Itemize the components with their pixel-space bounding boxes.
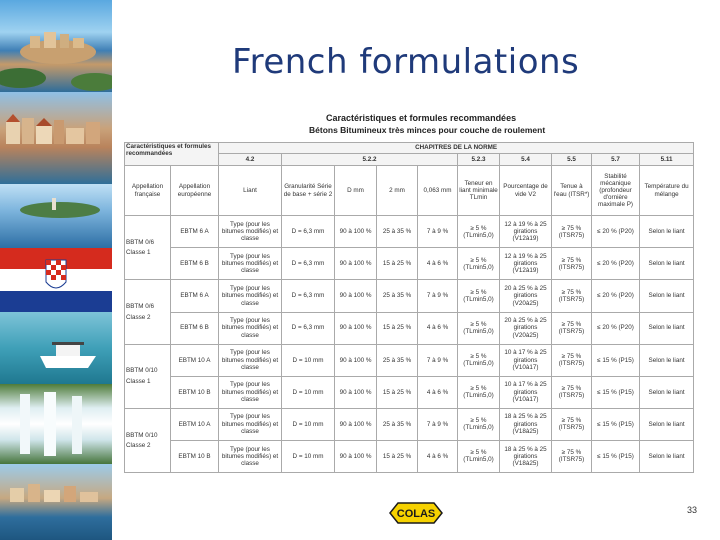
- table-cell: ≤ 15 % (P15): [592, 344, 640, 376]
- table-cell: EBTM 10 A: [171, 344, 219, 376]
- table-cell: Type (pour les bitumes modifiés) et classe: [219, 344, 282, 376]
- table-cell: 90 à 100 %: [335, 344, 377, 376]
- table-cell: Selon le liant: [640, 216, 694, 248]
- table-cell: ≥ 5 % (TLmin5,0): [458, 312, 500, 344]
- table-cell: 7 à 9 %: [418, 408, 458, 440]
- table-cell: ≥ 5 % (TLmin5,0): [458, 344, 500, 376]
- table-cell: 7 à 9 %: [418, 280, 458, 312]
- table-cell: ≥ 75 % (ITSR75): [552, 344, 592, 376]
- table-cell: 90 à 100 %: [335, 376, 377, 408]
- town-illustration: [0, 92, 112, 184]
- table-row: [125, 344, 694, 376]
- column-header: Appellation européenne: [171, 166, 219, 216]
- table-cell: Selon le liant: [640, 280, 694, 312]
- photo-sidebar: [0, 0, 112, 540]
- table-cell: EBTM 10 A: [171, 408, 219, 440]
- colas-logo-text: COLAS: [396, 508, 436, 520]
- boat-bay-photo: [0, 312, 112, 384]
- table-cell: ≥ 75 % (ITSR75): [552, 216, 592, 248]
- table-cell: ≥ 5 % (TLmin5,0): [458, 280, 500, 312]
- table-cell: ≤ 15 % (P15): [592, 440, 640, 472]
- table-cell: ≥ 5 % (TLmin5,0): [458, 440, 500, 472]
- table-cell: D = 10 mm: [282, 344, 335, 376]
- table-cell: ≤ 20 % (P20): [592, 248, 640, 280]
- group-label-line: Classe 2: [126, 441, 151, 449]
- table-cell: ≥ 5 % (TLmin5,0): [458, 376, 500, 408]
- table-cell: ≥ 75 % (ITSR75): [552, 440, 592, 472]
- chapter-number: 4.2: [219, 154, 282, 166]
- document-heading: Caractéristiques et formules recommandées: [326, 113, 517, 123]
- slide-title: French formulations: [232, 42, 580, 82]
- column-header: 2 mm: [377, 166, 418, 216]
- waterfall-photo: [0, 384, 112, 464]
- village-illustration: [0, 464, 112, 540]
- table-cell: D = 6,3 mm: [282, 248, 335, 280]
- page-number: 33: [687, 505, 698, 515]
- column-header: Tenue à l'eau (ITSR*): [552, 166, 592, 216]
- table-cell: 90 à 100 %: [335, 408, 377, 440]
- table-cell: D = 6,3 mm: [282, 280, 335, 312]
- sea-illustration: [0, 184, 112, 248]
- table-cell: Type (pour les bitumes modifiés) et classe: [219, 280, 282, 312]
- coat-of-arms-icon: [0, 248, 112, 312]
- formulation-group: [125, 408, 171, 472]
- table-cell: EBTM 6 A: [171, 216, 219, 248]
- table-cell: Selon le liant: [640, 312, 694, 344]
- table-cell: D = 6,3 mm: [282, 312, 335, 344]
- table-cell: 12 à 19 % à 25 girations (V12à19): [500, 248, 552, 280]
- table-cell: D = 10 mm: [282, 376, 335, 408]
- table-cell: 90 à 100 %: [335, 312, 377, 344]
- group-label-line: BBTM 0/10: [126, 367, 158, 375]
- table-cell: 7 à 9 %: [418, 216, 458, 248]
- group-label-line: BBTM 0/10: [126, 431, 158, 439]
- table-cell: Type (pour les bitumes modifiés) et classe: [219, 376, 282, 408]
- column-header: Température du mélange: [640, 166, 694, 216]
- table-cell: EBTM 6 B: [171, 248, 219, 280]
- table-cell: ≥ 75 % (ITSR75): [552, 376, 592, 408]
- table-cell: 10 à 17 % à 25 girations (V10à17): [500, 344, 552, 376]
- table-row: [125, 280, 694, 312]
- table-cell: ≥ 75 % (ITSR75): [552, 280, 592, 312]
- chapter-number: 5.5: [552, 154, 592, 166]
- table-cell: ≥ 5 % (TLmin5,0): [458, 408, 500, 440]
- table-cell: Type (pour les bitumes modifiés) et classe: [219, 248, 282, 280]
- table-row: [125, 408, 694, 440]
- table-cell: ≤ 20 % (P20): [592, 216, 640, 248]
- table-cell: 20 à 25 % à 25 girations (V20à25): [500, 280, 552, 312]
- table-cell: ≥ 5 % (TLmin5,0): [458, 216, 500, 248]
- column-header: 0,063 mm: [418, 166, 458, 216]
- table-row: [125, 440, 694, 472]
- column-header: Liant: [219, 166, 282, 216]
- table-cell: 25 à 35 %: [377, 216, 418, 248]
- table-cell: Selon le liant: [640, 344, 694, 376]
- waterfall-illustration: [0, 384, 112, 464]
- chapter-number: 5.2.2: [282, 154, 458, 166]
- table-cell: Type (pour les bitumes modifiés) et classe: [219, 440, 282, 472]
- table-cell: D = 6,3 mm: [282, 216, 335, 248]
- table-cell: D = 10 mm: [282, 408, 335, 440]
- chapters-header: CHAPITRES DE LA NORME: [219, 143, 694, 154]
- table-cell: Selon le liant: [640, 440, 694, 472]
- table-cell: 4 à 6 %: [418, 440, 458, 472]
- island-coast-photo: [0, 0, 112, 92]
- table-cell: 90 à 100 %: [335, 440, 377, 472]
- column-header: Appellation française: [125, 166, 171, 216]
- column-header: D mm: [335, 166, 377, 216]
- table-cell: 25 à 35 %: [377, 280, 418, 312]
- table-cell: ≥ 75 % (ITSR75): [552, 312, 592, 344]
- croatian-flag: [0, 248, 112, 312]
- table-cell: 4 à 6 %: [418, 312, 458, 344]
- table-cell: 15 à 25 %: [377, 376, 418, 408]
- colas-logo: [386, 502, 446, 524]
- chapter-number: 5.7: [592, 154, 640, 166]
- table-cell: 90 à 100 %: [335, 216, 377, 248]
- formulation-group: [125, 344, 171, 408]
- table-cell: 15 à 25 %: [377, 248, 418, 280]
- chapter-number: 5.2.3: [458, 154, 500, 166]
- table-cell: ≤ 15 % (P15): [592, 408, 640, 440]
- sea-island-photo: [0, 184, 112, 248]
- table-cell: 25 à 35 %: [377, 344, 418, 376]
- group-label-line: BBTM 0/6: [126, 303, 154, 311]
- boat-illustration: [0, 312, 112, 384]
- table-row: [125, 248, 694, 280]
- group-label-line: Classe 1: [126, 249, 151, 257]
- column-header: Pourcentage de vide V2: [500, 166, 552, 216]
- table-cell: 15 à 25 %: [377, 440, 418, 472]
- table-cell: ≥ 75 % (ITSR75): [552, 408, 592, 440]
- group-label-line: Classe 2: [126, 313, 151, 321]
- table-row: [125, 216, 694, 248]
- table-cell: ≤ 20 % (P20): [592, 312, 640, 344]
- table-cell: 90 à 100 %: [335, 280, 377, 312]
- table-cell: Type (pour les bitumes modifiés) et classe: [219, 312, 282, 344]
- column-header: Stabilité mécanique (profondeur d'ornière maximale P): [592, 166, 640, 216]
- chapter-number: 5.11: [640, 154, 694, 166]
- harbour-town-photo: [0, 92, 112, 184]
- table-cell: Type (pour les bitumes modifiés) et classe: [219, 216, 282, 248]
- table-cell: 25 à 35 %: [377, 408, 418, 440]
- column-header: Granularité Série de base + série 2: [282, 166, 335, 216]
- table-cell: 4 à 6 %: [418, 376, 458, 408]
- formulation-group: [125, 216, 171, 280]
- table-cell: 10 à 17 % à 25 girations (V10à17): [500, 376, 552, 408]
- table-cell: 18 à 25 % à 25 girations (V18à25): [500, 408, 552, 440]
- table-cell: ≤ 20 % (P20): [592, 280, 640, 312]
- table-cell: 15 à 25 %: [377, 312, 418, 344]
- table-cell: ≤ 15 % (P15): [592, 376, 640, 408]
- table-cell: Selon le liant: [640, 376, 694, 408]
- formulation-table: [124, 142, 694, 473]
- table-cell: 7 à 9 %: [418, 344, 458, 376]
- table-cell: 4 à 6 %: [418, 248, 458, 280]
- coastal-village-photo: [0, 464, 112, 540]
- table-cell: Type (pour les bitumes modifiés) et classe: [219, 408, 282, 440]
- table-cell: EBTM 10 B: [171, 440, 219, 472]
- table-cell: 90 à 100 %: [335, 248, 377, 280]
- formulation-group: [125, 280, 171, 344]
- column-header: Teneur en liant minimale TLmin: [458, 166, 500, 216]
- table-cell: EBTM 6 A: [171, 280, 219, 312]
- table-corner-label: Caractéristiques et formules recommandées: [125, 143, 219, 166]
- chapter-number: 5.4: [500, 154, 552, 166]
- table-cell: EBTM 10 B: [171, 376, 219, 408]
- table-cell: EBTM 6 B: [171, 312, 219, 344]
- group-label-line: Classe 1: [126, 377, 151, 385]
- table-row: [125, 376, 694, 408]
- document-subheading: Bétons Bitumineux très minces pour couche de roulement: [309, 125, 546, 135]
- table-cell: Selon le liant: [640, 248, 694, 280]
- table-cell: D = 10 mm: [282, 440, 335, 472]
- group-label-line: BBTM 0/6: [126, 239, 154, 247]
- table-cell: 18 à 25 % à 25 girations (V18à25): [500, 440, 552, 472]
- table-cell: 20 à 25 % à 25 girations (V20à25): [500, 312, 552, 344]
- table-cell: Selon le liant: [640, 408, 694, 440]
- table-row: [125, 312, 694, 344]
- table-cell: ≥ 5 % (TLmin5,0): [458, 248, 500, 280]
- table-cell: 12 à 19 % à 25 girations (V12à19): [500, 216, 552, 248]
- island-illustration: [0, 0, 112, 92]
- table-cell: ≥ 75 % (ITSR75): [552, 248, 592, 280]
